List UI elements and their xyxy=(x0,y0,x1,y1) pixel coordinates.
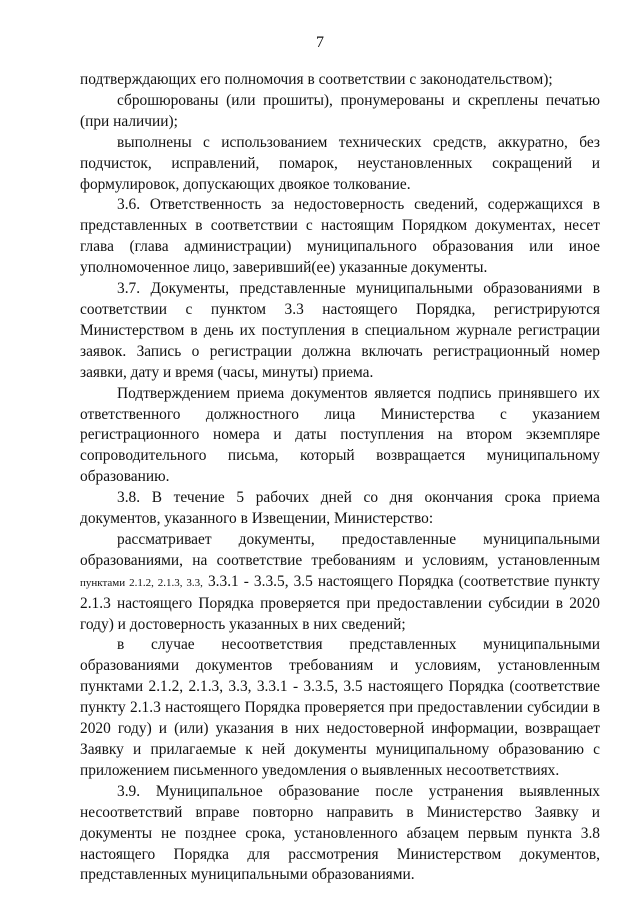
paragraph-3-7: 3.7. Документы, представленные муниципальными образованиями в соответствии с пунктом 3.3 настоящего Порядка, регистрируются Министерством в день их поступления в специальном журнале регистрации заявок. Запись о регистрации должна включать регистрационный номер заявки, дату и время (часы, минуты) приема. xyxy=(80,280,600,381)
paragraph-authority-docs: подтверждающих его полномочия в соответствии с законодательством); xyxy=(80,71,553,88)
paragraph-technical-means: выполнены с использованием технических средств, аккуратно, без подчисток, исправлений, помарок, неустановленных сокращений и формулировок, допускающих двоякое толкование. xyxy=(80,133,600,193)
page-number: 7 xyxy=(316,34,324,51)
paragraph-reviews-documents-rest: 3.3.1 - 3.3.5, 3.5 настоящего Порядка (соответствие пункту 2.1.3 настоящего Порядка проверяется при предоставлении субсидии в 2020 году) и достоверность указанных в них сведений; xyxy=(80,572,600,633)
paragraph-in-case-of-mismatch: в случае несоответствия представленных муниципальными образованиями документов требованиям и условиям, установленным пунктами 2.1.2, 2.1.3, 3.3, 3.3.1 - 3.3.5, 3.5 настоящего Порядка (соответствие пункту 2.1.3 настоящего Порядка проверяется при предоставлении субсидии в 2020 году) и (или) указания в них недостоверной информации, возвращает Заявку и прилагаемые к ней документы муниципальному образованию с приложением письменного уведомления о выявленных несоответствиях. xyxy=(80,636,600,779)
paragraph-receipt-confirmation: Подтверждением приема документов является подпись принявшего их ответственного должностного лица Министерства с указанием регистрационного номера и даты поступления на втором экземпляре сопроводительного письма, который возвращается муниципальному образованию. xyxy=(80,384,600,486)
paragraph-bound-numbered: сброшюрованы (или прошиты), пронумерованы и скреплены печатью (при наличии); xyxy=(80,91,600,130)
paragraph-3-9: 3.9. Муниципальное образование после устранения выявленных несоответствий вправе повторно направить в Министерство Заявку и документы не позднее срока, установленного абзацем первым пункта 3.8 настоящего Порядка для рассмотрения Министерством документов, представленных муниципальными образованиями. xyxy=(80,782,600,884)
paragraph-3-6: 3.6. Ответственность за недостоверность сведений, содержащихся в представленных в соответствии с настоящим Порядком документах, несет глава (глава администрации) муниципального образования или иное уполномоченное лицо, заверивший(ее) указанные документы. xyxy=(80,196,600,277)
paragraph-reviews-documents xyxy=(80,530,600,636)
document-body xyxy=(80,70,600,886)
paragraph-reviews-documents-text: рассматривает документы, предоставленные муниципальными образованиями, на соответствие требованиям и условиям, установленным xyxy=(80,530,600,569)
paragraph-reviews-documents-small: пунктами 2.1.2, 2.1.3, 3.3, xyxy=(80,576,203,589)
paragraph-3-8: 3.8. В течение 5 рабочих дней со дня окончания срока приема документов, указанного в Извещении, Министерство: xyxy=(80,489,600,528)
